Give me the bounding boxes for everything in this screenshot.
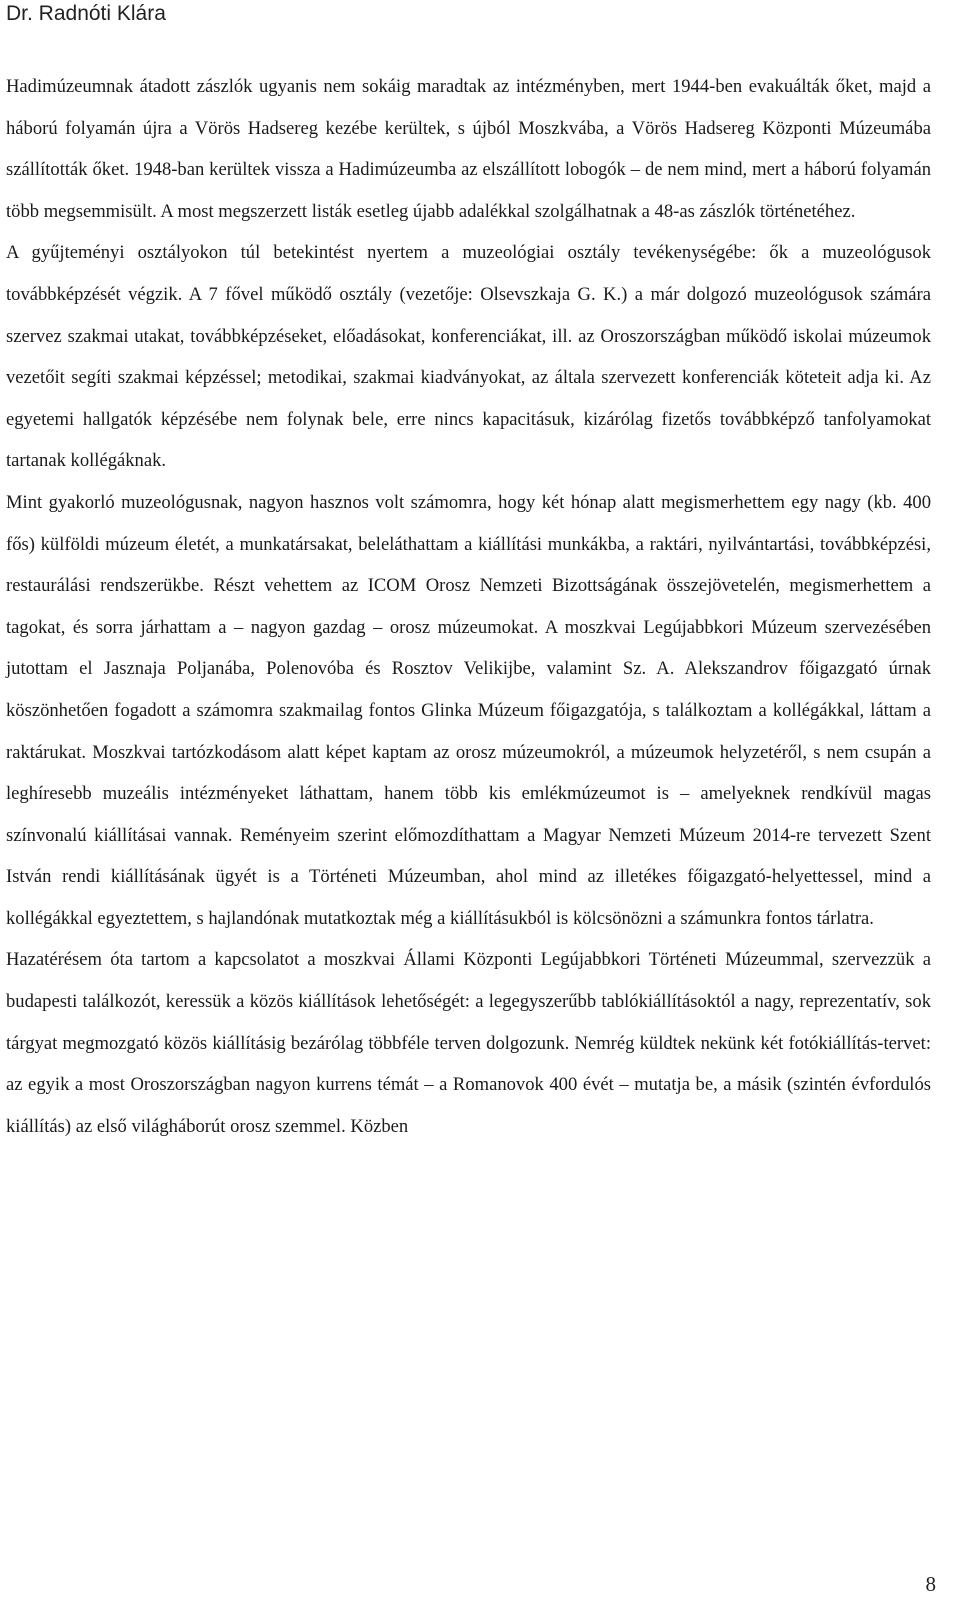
- paragraph-practical-experience: Mint gyakorló muzeológusnak, nagyon hasznos volt számomra, hogy két hónap alatt megismerhettem egy nagy (kb. 400 fős) külföldi múzeum életét, a munkatársakat, beleláthattam a kiállítási munkákba, a raktári, nyilvántartási, továbbképzési, restaurálási rendszerükbe. Részt vehettem az ICOM Orosz Nemzeti Bizottságának összejövetelén, megismerhettem a tagokat, és sorra járhattam a – nagyon gazdag – orosz múzeumokat. A moszkvai Legújabbkori Múzeum szervezésében jutottam el Jasznaja Poljanába, Polenovóba és Rosztov Velikijbe, valamint Sz. A. Alekszandrov főigazgató úrnak köszönhetően fogadott a számomra szakmailag fontos Glinka Múzeum főigazgatója, s találkoztam a kollégákkal, láttam a raktárukat. Moszkvai tartózkodásom alatt képet kaptam az orosz múzeumokról, a múzeumok helyzetéről, s nem csupán a leghíresebb muzeális intézményeket láthattam, hanem több kis emlékmúzeumot is – amelyeknek rendkívül magas színvonalú kiállításai vannak. Reményeim szerint előmozdíthattam a Magyar Nemzeti Múzeum 2014-re tervezett Szent István rendi kiállításának ügyét is a Történeti Múzeumban, ahol mind az illetékes főigazgató-helyettessel, mind a kollégákkal egyeztettem, s hajlandónak mutatkoztak még a kiállításukból is kölcsönözni a számunkra fontos tárlatra.: [6, 491, 931, 929]
- paragraph-museology-department: A gyűjteményi osztályokon túl betekintést nyertem a muzeológiai osztály tevékenységébe: ők a muzeológusok továbbképzését végzik. A 7 fővel működő osztály (vezetője: Olsevszkaja G. K.) a már dolgozó muzeológusok számára szervez szakmai utakat, továbbképzéseket, előadásokat, konferenciákat, ill. az Oroszországban működő iskolai múzeumok vezetőit segíti szakmai képzéssel; metodikai, szakmai kiadványokat, az általa szervezett konferenciák köteteit adja ki. Az egyetemi hallgatók képzésébe nem folynak bele, erre nincs kapacitásuk, kizárólag fizetős továbbképző tanfolyamokat tartanak kollégáknak.: [6, 242, 931, 472]
- running-header-author: Dr. Radnóti Klára: [6, 2, 166, 25]
- paragraph-ongoing-cooperation: Hazatérésem óta tartom a kapcsolatot a moszkvai Állami Központi Legújabbkori Történeti Múzeummal, szervezzük a budapesti találkozót, keressük a közös kiállítások lehetőségét: a legegyszerűbb tablókiállításoktól a nagy, reprezentatív, sok tárgyat megmozgató közös kiállításig bezárólag többféle terven dolgozunk. Nemrég küldtek nekünk két fotókiállítás-tervet: az egyik a most Oroszországban nagyon kurrens témát – a Romanovok 400 évét – mutatja be, a másik (szintén évfordulós kiállítás) az első világháborút orosz szemmel. Közben: [6, 949, 931, 1137]
- paragraph-flags-history: Hadimúzeumnak átadott zászlók ugyanis nem sokáig maradtak az intézményben, mert 1944-ben evakuálták őket, majd a háború folyamán újra a Vörös Hadsereg kezébe kerültek, s újból Moszkvába, a Vörös Hadsereg Központi Múzeumába szállították őket. 1948-ban kerültek vissza a Hadimúzeumba az elszállított lobogók – de nem mind, mert a háború folyamán több megsemmisült. A most megszerzett listák esetleg újabb adalékkal szolgálhatnak a 48-as zászlók történetéhez.: [6, 76, 931, 222]
- page-number: 8: [925, 1572, 936, 1596]
- document-body: [6, 66, 931, 1147]
